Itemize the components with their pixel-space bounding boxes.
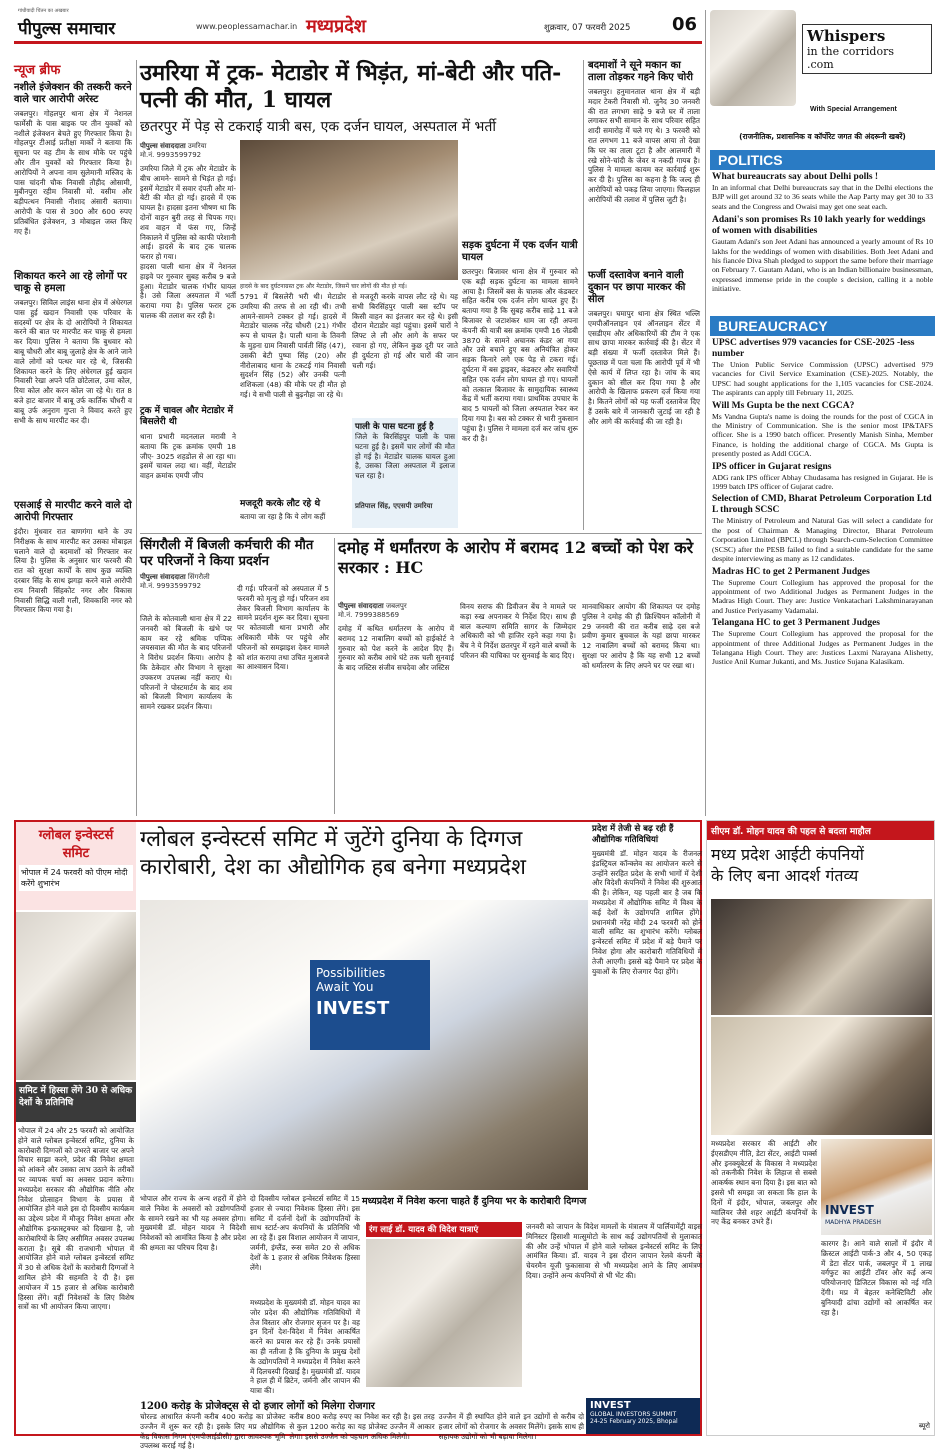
gis-col-a: भोपाल और राज्य के अन्य शहरों में होने वाले निवेश के अवसरों को उद्योगपतियों के सामने रखने का भी यह अवसर होगा। मुख्यमंत्री डॉ. मोहन यादव ने विदेशी निवेशकों को आमंत्रित किया है और प्रदेश की क्षमता का परिचय दिया है।	[140, 1194, 246, 1252]
mobile-number: मो.नं. 9993599792	[140, 151, 202, 159]
damoh-story	[338, 538, 702, 814]
singrauli-col1: जिले के कोतवाली थाना क्षेत्र में 22 जनवरी को बिजली के खंभे पर काम कर रहे श्रमिक पप्पिक जयसवाल की मौत के बाद परिजनों ने विरोध प्रदर्शन किया। आरोप है कि ठेकेदार और विभाग ने सुरक्षा उपकरण उपलब्ध नहीं कराए थे। परिजनों ने पोस्टमार्टम के बाद शव को बिजली विभाग कार्यालय के सामने रखकर प्रदर्शन किया।	[140, 614, 232, 712]
whisper-item-head: What bureaucrats say about Delhi polls !	[712, 172, 879, 182]
damoh-col3: मानवाधिकार आयोग की शिकायत पर दमोह पुलिस ने दमोह की ही क्रिश्चियन कॉलोनी में 29 जनवरी की रात करीब साढ़े दस बजे प्रवीण कुमार बुचवाल के यहां छापा मारकर 12 नाबालिग बच्चों को बरामद किया था। सुरक्षा पर आरोप है कि यह सभी 12 बच्चों को धर्मांतरण के लिए अपने घर पर रखा था।	[582, 602, 700, 670]
chhatarpur-story	[462, 240, 578, 530]
gis-tag-sub: भोपाल में 24 फरवरी को पीएम मोदी करेंगे शुभारंभ	[19, 865, 133, 891]
gis-strip-label: मध्यप्रदेश में निवेश करना चाहते हैं दुनिया भर के कारोबारी दिग्गज	[362, 1196, 588, 1218]
umaria-col3: से मजदूरी करके वापस लौट रहे थे। यह सभी बिरसिंहपुर पाली बस स्टॉप पर किसी वाहन का इंतजार कर रहे थे। इसी दौरान मेटाडोर वहां पहुंचा। इसमें चारों ने लिफ्ट ले ली और आगे के सफर पर रवाना हो गए, लेकिन कुछ दूरी पर जाते ही दुर्घटना हो गई और चारों की जान चली गई।	[352, 292, 458, 370]
whispers-credit: With Special Arrangement	[810, 106, 897, 113]
whisper-item-head: Will Ms Gupta be the next CGCA?	[712, 400, 855, 411]
it-credit: ब्यूरो	[918, 1422, 930, 1430]
fake-docs-head: फर्जी दस्तावेज बनाने वाली दुकान पर छापा मारकर की सील	[588, 270, 686, 305]
gis-col-c: मध्यप्रदेश के मुख्यमंत्री डॉ. मोहन यादव का जोर प्रदेश की औद्योगिक गतिविधियों में तेज विस्तार और रोजगार सृजन पर है। वह इन दिनों देश-विदेश में निवेश आकर्षित करने का प्रयास कर रहे हैं। उनके प्रयासों का ही नतीजा है कि दुनिया के प्रमुख देशों के उद्योगपतियों ने मध्यप्रदेश में निवेश करने में दिलचस्पी दिखाई है। मुख्यमंत्री डॉ. यादव ने हाल ही में ब्रिटेन, जर्मनी और जापान की यात्रा की।	[250, 1298, 360, 1396]
whisper-item-body: The Supreme Court Collegium has approved the proposal for the appointment of three Additional Judges as Permanent Judges in the Telangana High Court. They are: Justices Laxmi Narayana Alishetty, Justice Anil Kumar Jukanti, and Ms. Justice Sujana Kalasikam.	[712, 629, 933, 667]
byline: पीपुल्स संवाददाता सिंगरौली	[140, 573, 210, 581]
chhatarpur-body: छतरपुर। बिजावर थाना क्षेत्र में गुरुवार को एक बड़ी सड़क दुर्घटना का मामला सामने आया है। जिसमें बस के चालक और कंडक्टर सहित करीब एक दर्जन लोग घायल हुए हैं। बताया गया है कि सुबह करीब साढ़े 11 बजे बिजावर से जटाशंकर धाम जा रही अपना कंपनी की यात्री बस क्रमांक एमपी 16 जेडबी 3870 के सामने अचानक कंडर आ गया और उसे बचाने हुए बस अनियंत्रित होकर सड़क किनारे लगे एक पेड़ से टकरा गई। दुर्घटना में बस ड्राइवर, कंडक्टर और सवारियों सहित एक दर्जन लोग घायल हो गए। घायलों को तत्काल बिजावर के सामुदायिक स्वास्थ्य केंद्र में भर्ती कराया गया। प्राथमिक उपचार के बाद 5 घायलों को जिला अस्पताल रेफर कर दिया गया है। बस को टक्कर से भारी नुकसान पहुंचा है। पुलिस ने मामला दर्ज कर जांच शुरू कर दी है।	[462, 267, 578, 443]
masthead	[14, 8, 702, 44]
gis-headline: ग्लोबल इन्वेस्टर्स समिट में जुटेंगे दुनिया के दिग्गज कारोबारी, देश का औद्योगिक हब बनेगा मध्यप्रदेश	[140, 827, 526, 880]
umaria-subhead-2: ट्रक में चावल और मेटाडोर में बिसलेरी थी	[140, 406, 233, 427]
brief-title: न्यूज ब्रीफ	[14, 63, 61, 78]
it-col2: कारगर है। आने वाले सालों में इंदौर में क्रिस्टल आईटी पार्क-3 और 4, 50 एकड़ में डेटा सेंटर पार्क, जबलपुर में 1 लाख वर्गफुट का आईटी टॉवर और कई अन्य परियोजनाएं डिजिटल विकास को नई गति देंगी। मप्र में बेहतर कनेक्टिविटी और बुनियादी ढांचा उद्योगों को आकर्षित कर रहा है।	[821, 1239, 932, 1317]
whisper-item-head: Telangana HC to get 3 Permanent Judges	[712, 618, 881, 629]
umaria-col1b: थाना प्रभारी मदनलाल मरावी ने बताया कि ट्रक क्रमांक एमपी 18 जीए- 3025 शहडोल से आ रहा था। इसमें चावल लदा था। वहीं, मेटाडोर वाहन क्रमांक एमपी जीप	[140, 432, 236, 481]
brief-item-head: एसआई से मारपीट करने वाले दो आरोपी गिरफ्तार	[14, 500, 132, 523]
brief-item-body: इंदौर। मुंधवार रात बाणगंगा थाने के उप निरीक्षक के साथ मारपीट कर उसका मोबाइल चलाने वाले दो बदमाशों को गिरफ्तार कर लिया है। पुलिस के अनुसार चार फरवरी की रात को सुरक्षा कार्यों के साथ कुछ व्यक्ति दरबार सिंह के साथ झगड़ा करने वाले आरोपी राय निवासी सिंहकोट नगर और विकास निवासी सिद्धि वाली गली, शिवकाशि नगर को गिरफ्तार किया गया है।	[14, 527, 132, 615]
cm-portrait: INVEST MADHYA PRADESH	[821, 1139, 932, 1235]
umaria-headline: उमरिया में ट्रक- मेटाडोर में भिड़ंत, मां-बेटी और पति-पत्नी की मौत, 1 घायल	[140, 60, 562, 113]
invest-signage: Possibilities Await You INVEST	[310, 960, 430, 1050]
theft-body: जबलपुर। हनुमानताल थाना क्षेत्र में बड़ी मदार टेकरी निवासी मो. जुनैद 30 जनवरी की रात लगभग साढ़े 9 बजे घर में ताला लगाकर सभी सामान के साथ परिवार सहित शादी समारोह में चले गए थे। 3 फरवरी को रात लगभग 11 बजे वापस आया तो देखा कि घर का ताला टूटा है और आलमारी में रखे सोने-चांदी के जेवर व नकदी गायब है। पुलिस ने मामला कायम कर कार्रवाई शुरू कर दी है। पुलिस का कहना है कि जल्द ही आरोपियों को पकड़ लिया जाएगा। फिलहाल आरोपियों की तलाश में पुलिस जुटी है।	[588, 87, 700, 204]
theft-head: बदमाशों ने सूने मकान का ताला तोड़कर गहने किए चोरी	[588, 60, 693, 83]
umaria-col1: उमरिया जिले में ट्रक और मेटाडोर के बीच आमने- सामने से भिड़ंत हो गई। इसमें मेटाडोर में सवार दंपती और मां-बेटी की मौत हो गई। हादसे में एक घायल है। हादसा इतना भीषण था कि दोनों वाहन बुरी तरह से चिपक गए। शव वाहन में फंस गए, जिन्हें निकालने में पुलिस को काफी परेशानी आई। हादसे के बाद ट्रक चालक फरार हो गया। हादसा पाली थाना क्षेत्र में नेशनल हाइवे पर गुरुवार सुबह करीब 9 बजे हुआ। मेटाडोर चालक गंभीर घायल है। उसे जिला अस्पताल में भर्ती कराया गया है। पुलिस फरार ट्रक चालक की तलाश कर रही है।	[140, 164, 236, 320]
gis-col-d: जनवरी को जापान के विदेश मामलों के मंत्रालय में पार्लियामेंट्री वाइस मिनिस्टर हिसाशी मात्सुमोटो के साथ कई उद्योगपतियों से मुलाकात की और उन्हें भोपाल में होने वाले ग्लोबल इन्वेस्टर्स समिट के लिए आमंत्रित किया। डॉ. यादव ने इस दौरान जापान रेलवे कंपनी के चेयरमैन यूजी फुकासावा से भी मध्यप्रदेश आने के लिए आमंत्रण दिया। उन्होंने अन्य कंपनियों से भी भेंट की।	[526, 1222, 702, 1280]
photo-caption: हादसे के बाद दुर्घटनाग्रस्त ट्रक और मेटाडोर, जिसमें चार लोगों की मौत हो गई।	[240, 283, 407, 290]
singrauli-headline: सिंगरौली में बिजली कर्मचारी की मौत पर परिजनों ने किया प्रदर्शन	[140, 538, 314, 569]
it-col1: मध्यप्रदेश सरकार की आईटी और ईएसडीएम नीति, डेटा सेंटर, आईटी पार्क्स और इनक्यूबेटर्स के विकास ने मध्यप्रदेश को तकनीकी निवेश के लिहाज से सबसे आकर्षक स्थान बना दिया है। इस बात को इससे भी समझा जा सकता कि हाल के दिनों में इंदौर, भोपाल, जबलपुर और ग्वालियर जैसे शहर आईटी कंपनियों के नए केंद्र बनकर उभरे हैं।	[711, 1139, 817, 1227]
visit-photo	[366, 1239, 522, 1387]
brief-item-body: जबलपुर। सिविल लाइंस थाना क्षेत्र में अंधेरगल पास हुई खदान निवासी एक परिवार के सदस्यों पर क्षेत्र के दो आरोपियों ने शिकायत करने की बात पर मारपीट कर चाकू से हमला कर दिया। पुलिस ने बताया कि बुधवार को बाबू चौधरी और बाबू जुलाहे क्षेत्र के आने जाने वाले लोगों को पत्थर मार रहे थे, जिसकी शिकायत करने के लिए अंधेरगल हुई खदान निवासी रेखा अपने पति छोटेलाल, उमा कोल, रिया कोल और करन कोल जा रहे थे। रात 8 बजे हाट बाजार में बाबू उर्फ कार्तिक चौधरी व बाबू उर्फ अनुराग गुप्ता ने विवाद करते हुए सभी के साथ मारपीट कर दी।	[14, 298, 132, 425]
fake-docs-story	[588, 270, 700, 530]
news-brief	[14, 60, 132, 815]
singrauli-col2: दी गई। परिजनों को अस्पताल में 5 फरवरी को मृत्यु हो गई। परिजन शव लेकर बिजली विभाग कार्यालय के सामने प्रदर्शन शुरू कर दिया। सूचना पर कोतवाली थाना प्रभारी और अधिकारी मौके पर पहुंचे और परिजनों को समझाइश देकर मामले को शांत कराया तथा उचित मुआवजे का आश्वासन दिया।	[237, 584, 329, 672]
whisper-item-body: The Ministry of Petroleum and Natural Gas will select a candidate for the post of Chairman & Managing Director, Bharat Petroleum Corporation Limited (BPCL) through Search-cum-Selection Committee (SCSC) after the PESB failed to find a suitable candidate for the same despite interviewing as many as 12 candidates.	[712, 516, 933, 564]
police-quote-box	[352, 418, 458, 528]
page-number: 06	[672, 14, 698, 35]
quote-title: पाली के पास घटना हुई है	[355, 422, 434, 432]
whisper-item-body: The Supreme Court Collegium has approved the proposal for the appointment of two Additional Judges as Permanent Judges in the Madras High Court. They are: Justice Venkatachari Lakshminarayanan and Justice Periyasamy Vadamalai.	[712, 577, 933, 615]
mobile-number: मो.नं. 9993599792	[140, 582, 202, 590]
section-title: मध्यप्रदेश	[306, 16, 367, 37]
singrauli-story	[140, 538, 330, 814]
gis-tag: ग्लोबल इन्वेस्टर्स समिट भोपाल में 24 फरवरी को पीएम मोदी करेंगे शुभारंभ	[16, 822, 136, 910]
umaria-subhead-3: मजदूरी करके लौट रहे थे	[240, 499, 321, 509]
brief-item-head: शिकायत करने आ रहे लोगों पर चाकू से हमला	[14, 271, 127, 294]
it-meeting-photo-2	[711, 1017, 932, 1135]
it-meeting-photo	[711, 899, 932, 1015]
jobs-story: 1200 करोड़ के प्रोजेक्ट्स से दो हजार लोगों को मिलेगा रोजगार चोरल्ड आधारित कंपनी करीब 400 करोड़ का प्रोजेक्ट उज्जैन में शुरू कर रही है। इसके लिए मप्र औद्योगिक केंद्र विकास निगम (एमपीआईडीसी) द्वारा आवश्यक भूमि उपलब्ध कराई गई है। करीब 800 करोड़ रुपए का निवेश कर रही है। इस तरह से कुल 1200 करोड़ का यह प्रोजेक्ट उज्जैन में आकार लेगा। इससे उज्जैन को पहचान अधिक मिलेगी। उज्जैन में ही स्थापित होने वाले इन उद्योगों से करीब दो हजार लोगों को रोजगार के अवसर मिलेंगे। इसके साथ ही सहायक उद्योगों को भी बढ़ावा मिलेगा।	[140, 1398, 584, 1436]
accident-photo	[240, 140, 458, 280]
whispers-column	[710, 10, 935, 816]
issue-date: शुक्रवार, 07 फरवरी 2025	[544, 23, 631, 33]
umaria-col2b: बताया जा रहा है कि ये लोग कहीं	[240, 512, 326, 521]
whisper-item-head: Madras HC to get 2 Permanent Judges	[712, 566, 870, 577]
it-story	[706, 820, 935, 1436]
foreign-visit-box: रंग लाई डॉ. यादव की विदेश यात्राएं	[366, 1222, 522, 1396]
politics-section-label: POLITICS	[710, 150, 935, 170]
it-kicker: सीएम डॉ. मोहन यादव की पहल से बदला माहौल	[707, 821, 934, 840]
whisper-item-body: Ms Vandna Gupta's name is doing the rounds for the post of CGCA in the Ministry of Communication. She is the senior most IP&TAFS officer. She is a 1990 batch officer. Presently Manish Sinha, Member Finance, is holding the additional charge of CGCA. Ms Gupta is presently posted as Addl CGCA.	[712, 411, 933, 459]
whisper-item-head: Adani's son promises Rs 10 lakh yearly for weddings of women with disabilities	[712, 215, 926, 237]
whisper-item-head: IPS officer in Gujarat resigns	[712, 461, 832, 472]
brief-item-body: जबलपुर। गोहलपुर थाना क्षेत्र में नेशनल फार्मेसी के पास बाइक पर तीन युवकों को नशीले इंजेक्शन बेचते हुए गिरफ्तार किया है। गोहलपुर टीआई प्रतीक्षा मार्को ने बताया कि सूचना पर वह टीम के साथ मौके पर पहुंचे और तीन युवकों को गिरफ्तार किया है। आरोपियों ने अपना नाम सुलेमानी मस्जिद के पास चांदनी चौक निवासी तौहीद ओसामी, मुबीनपुरा रहीम निवासी मो. वसीम और बड़ीपत्थन निवासी नौशाद अंसारी बताया। आरोपी के पास से 300 और 600 रुपए प्रतिबंधित इंजेक्शन, 3 मोबाइल जब्त किए गए हैं।	[14, 109, 132, 236]
gis-col-b: दो दिवसीय ग्लोबल इन्वेस्टर्स समिट में 15 हजार से ज्यादा निवेशक हिस्सा लेंगे। इस समिट में दर्जनों देशों के उद्योगपतियों के साथ स्टार्ट-अप कंपनियों के प्रतिनिधि भी आ रहे हैं। इस विशाल आयोजन में जापान, जर्मनी, इंग्लैंड, रूस समेत 20 से अधिक देशों के 1 हजार से अधिक निवेशक हिस्सा लेंगे।	[250, 1194, 360, 1272]
pm-photo	[16, 912, 136, 1080]
bureaucracy-section-label: BUREAUCRACY	[710, 316, 935, 336]
whispers-tagline: (राजनीतिक, प्रशासनिक व कॉर्पोरेट जगत की अंदरूनी खबरें)	[739, 132, 906, 141]
theft-story	[588, 60, 700, 268]
whisper-item-body: In an informal chat Delhi bureaucrats say that in the Delhi elections the BJP will get around 32 to 36 seats while the Aap Party may get 30 to 33 seats and the Congress and Owaisi may get one seat each.	[712, 183, 933, 211]
whisper-item-body: Gautam Adani's son Jeet Adani has announced a yearly amount of Rs 10 lakhs for the weddings of women with disabilities. Both Jeet Adani and his fiancée Diva Shah pledged to support the same before their marriage on February 7. Gautam Adani, who is an Indian billionaire businessman, expressed immense pride in the couple s decision, calling it a noble initiative.	[712, 237, 933, 294]
byline: पीपुल्स संवाददाता जबलपुर मो.नं. 7999388569	[338, 602, 407, 619]
countries-box: समिट में हिस्सा लेंगे 30 से अधिक देशों के प्रतिनिधि	[16, 1082, 136, 1122]
gis-mid-column: प्रदेश में तेजी से बढ़ रही हैं औद्योगिक गतिविधियां मुख्यमंत्री डॉ. मोहन यादव के रीजनल इंडस्ट्रियल कॉन्क्लेव का आयोजन करने से उन्होंने सरहित प्रदेश के सभी भागों में देशी और विदेशी कंपनियों ने निवेश की शुरुआत की है। लेकिन, यह पहली बार है जब कि मध्यप्रदेश में औद्योगिक समिट में विश्व के कई देशों के उद्योगपति शामिल होंगे। प्रधानमंत्री नरेंद्र मोदी 24 फरवरी को होने वाली समिट का शुभारंभ करेंगे। ग्लोबल इन्वेस्टर्स समिट में प्रदेश में बड़े पैमाने पर निवेश होगा और कारोबारी गतिविधियों में तेजी आएगी। इससे बड़े पैमाने पर प्रदेश के युवाओं के लिए रोजगार पैदा होंगे।	[592, 824, 702, 976]
damoh-col1: दमोह में कथित धर्मांतरण के आरोप में बरामद 12 नाबालिग बच्चों को हाईकोर्ट ने गुरुवार को पेश करने के आदेश दिए हैं। गुरुवार को करीब आधे घंटे तक चली सुनवाई के बाद जस्टिस संजीव सचदेवा और जस्टिस	[338, 624, 454, 673]
invest-banner[interactable]: INVEST GLOBAL INVESTORS SUMMIT 24-25 February 2025, Bhopal	[586, 1398, 700, 1434]
website-url[interactable]: www.peoplessamachar.in	[196, 22, 298, 31]
gis-left-body: भोपाल में 24 और 25 फरवरी को आयोजित होने वाले ग्लोबल इन्वेस्टर्स समिट, दुनिया के कारोबारी दिग्गजों को उभरते बाजार पर अपने विचार साझा करने, प्रदेश की निवेश क्षमता को आंकने और उसका लाभ उठाने के तरीकों पर व्यापक चर्चा का अवसर प्रदान करेगा। मध्यप्रदेश सरकार की औद्योगिक नीति और निवेश प्रोत्साहन विभाग के प्रयास में आयोजित होने वाले इस दो दिवसीय कार्यक्रम का उद्देश्य प्रदेश में मौजूद निवेश क्षमता और औद्योगिक इन्फ्रास्ट्रक्चर को दिखाना है, जो कारोबारियों के लिए असीमित अवसर उपलब्ध कराता है। सूबे की राजधानी भोपाल में आयोजित होने वाले ग्लोबल इन्वेस्टर्स समिट में 30 से अधिक देशों के कारोबारी दिग्गजों ने शामिल होने की सहमति दे दी है। इस आयोजन में 15 हजार से अधिक कारोबारी हिस्सा लेंगे। वहीं निवेशकों के लिए विशेष सत्रों का भी आयोजन किया जाएगा।	[18, 1126, 134, 1312]
whisper-item-head: Selection of CMD, Bharat Petroleum Corporation Ltd L through SCSC	[712, 494, 932, 516]
whisper-item-body: ADG rank IPS officer Abhay Chudasama has resigned in Gujarat. He is 1999 batch IPS officer of Gujarat cadre.	[712, 472, 933, 492]
byline: पीपुल्स संवाददाता उमरिया	[140, 142, 207, 150]
quote-sign: प्रतिपाल सिंह, एएसपी उमरिया	[355, 502, 433, 510]
brand-logo[interactable]: पीपुल्स समाचार	[18, 19, 116, 39]
brief-item-head: नशीले इंजेक्शन की तस्करी करने वाले चार आरोपी अरेस्ट	[14, 82, 132, 105]
umaria-subhead: छतरपुर में पेड़ से टकराई यात्री बस, एक दर्जन घायल, अस्पताल में भर्ती	[140, 119, 496, 135]
fake-docs-body: जबलपुर। घमापुर थाना क्षेत्र स्थित भल्लि एमपीऑनलाइन एवं ऑनलाइन सेंटर में एसडीएम और अधिकारियों की टीम ने एक साथ छापा मारकर कार्रवाई की है। सेंटर में बड़ी संख्या में फर्जी दस्तावेज मिले हैं। पूछताछ में पता चला कि आरोपी पूर्व में भी ऐसे कार्य में लिप्त रहा है। जांच के बाद दुकान को सील कर दिया गया है और आरोपी के खिलाफ प्रकरण दर्ज किया गया है। कितने लोगों को यह फर्जी दस्तावेज दिए हैं उसके बारे में जानकारी जुटाई जा रही है और आगे की कार्रवाई की जा रही है।	[588, 309, 700, 426]
damoh-col2: विनय सराफ की डिवीजन बेंच ने मामले पर कड़ा रुख अपनाकर ये निर्देश दिए। साथ ही बाल कल्याण समिति सागर के जिम्मेदार अधिकारी को भी हाजिर रहने कहा गया है। बेंच ने ये निर्देश छतरपुर में रहने वाले बच्चों के परिजन की याचिका पर सुनवाई के बाद दिए।	[460, 602, 576, 660]
quote-body: जिले के बिरसिंहपुर पाली के पास घटना हुई है। इसमें चार लोगों की मौत हो गई है। मेटाडोर चालक घायल हुआ है, उसका जिला अस्पताल में इलाज चल रहा है।	[355, 432, 455, 481]
whisper-item-head: UPSC advertises 979 vacancies for CSE-2025 -less number	[712, 338, 915, 359]
whisper-item-body: The Union Public Service Commission (UPSC) advertised 979 vacancies for Civil Service Examination (CSE)-2025. Notably, the UPSC had sought applications for the 1,105 vacancies for CSE-2024. The aspirants can apply till February 11, 2025.	[712, 360, 933, 398]
brand-small: गांधीवादी चिंतन का अखबार	[18, 8, 69, 14]
columnist-photo	[710, 10, 796, 106]
cm-summit-photo	[140, 900, 588, 1190]
damoh-headline: दमोह में धर्मांतरण के आरोप में बरामद 12 बच्चों को पेश करे सरकार : HC	[338, 538, 694, 577]
whispers-logo: Whispers in the corridors .com	[802, 24, 932, 74]
umaria-col2: 5791 में बिसलेरी भरी थी। मेटाडोर उमरिया की तरफ से आ रही थी। तभी आमने-सामने टक्कर हो गई। हादसे में मेटाडोर चालक नरेंद्र चौधरी (21) गंभीर रूप से घायल है। पाली थाना के तिवनी के मुड़ना ग्राम निवासी पार्वती सिंह (47), उसकी बेटी पुष्पा सिंह (20) और नीरोलाबाद थाना के टकटई गांव निवासी सुदर्शन सिंह (52) और उनकी पत्नी शशिकला (48) की मौके पर ही मौत हो गई। ये सभी पाली से बुढ़नौहा जा रहे थे।	[240, 292, 346, 399]
it-headline: मध्य प्रदेश आईटी कंपनियों के लिए बना आदर्श गंतव्य	[711, 845, 864, 885]
chhatarpur-head: सड़क दुर्घटना में एक दर्जन यात्री घायल	[462, 240, 578, 263]
